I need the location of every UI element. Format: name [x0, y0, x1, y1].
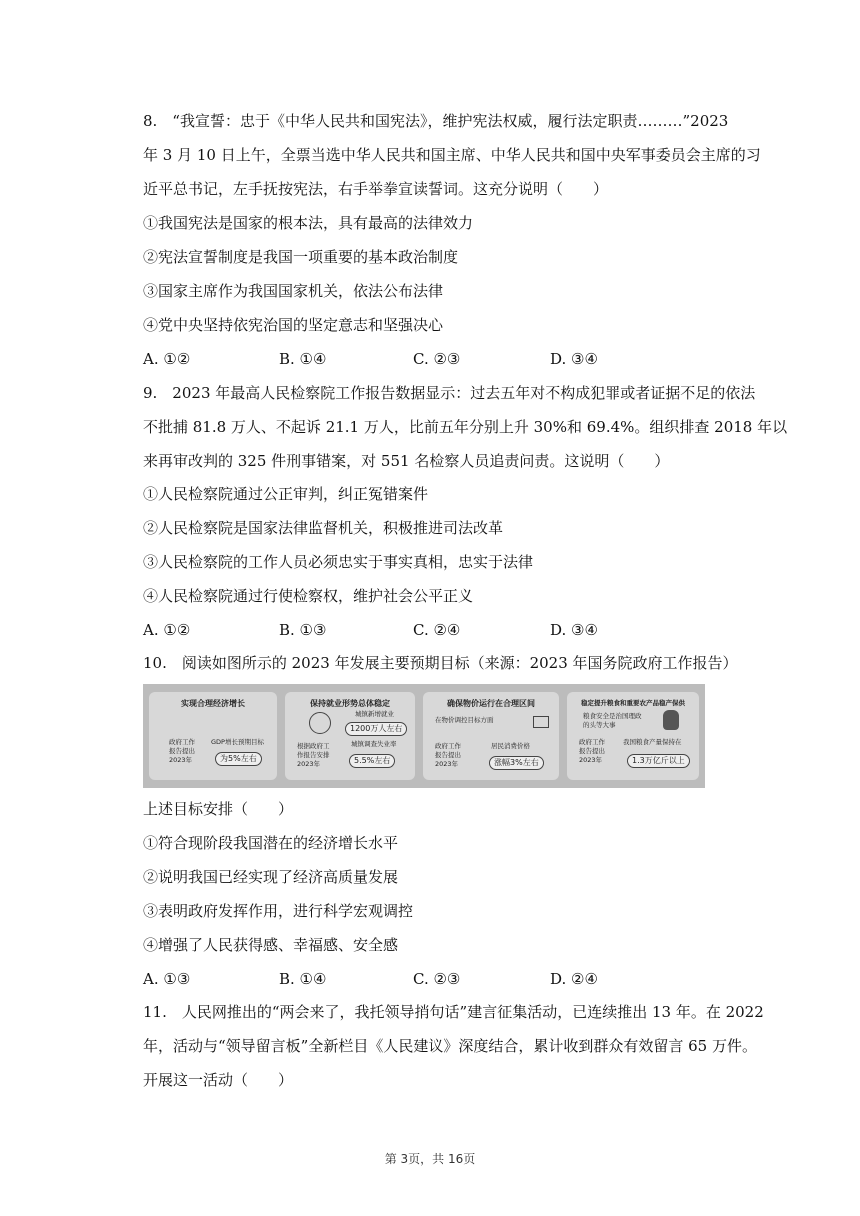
stem-line: 不批捕 81.8 万人、不起诉 21.1 万人，比前五年分别上升 30%和 69.4%。组织排查 2018 年以 [143, 418, 788, 436]
statement: ②宪法宣誓制度是我国一项重要的基本政治制度 [143, 248, 459, 266]
card-value: 为5%左右 [215, 752, 262, 766]
card-sub: 粮食安全是治国理政 的头等大事 [583, 712, 642, 729]
cart-icon [533, 716, 549, 728]
card-label: 居民消费价格 [491, 742, 530, 750]
card-title: 实现合理经济增长 [181, 699, 245, 708]
card-title: 保持就业形势总体稳定 [310, 699, 390, 708]
card-label: 我国粮食产量保持在 [623, 738, 682, 746]
banner-card-prices [423, 692, 559, 780]
statement: ①我国宪法是国家的根本法，具有最高的法律效力 [143, 214, 474, 232]
question-8-stem [143, 104, 761, 206]
stem-line: 开展这一活动（ ） [143, 1071, 294, 1089]
statement: ①人民检察院通过公正审判，纠正冤错案件 [143, 485, 429, 503]
stem-line: 11. 人民网推出的“两会来了，我托领导捎句话”建言征集活动，已连续推出 13 年。在 2022 [143, 1003, 764, 1021]
stem-line: 9. 2023 年最高人民检察院工作报告数据显示：过去五年对不构成犯罪或者证据不足的依法 [143, 384, 756, 402]
option-b[interactable]: B. ①③ [279, 621, 327, 639]
card-label: 城镇调查失业率 [351, 740, 397, 748]
statement: ④党中央坚持依宪治国的坚定意志和坚强决心 [143, 316, 444, 334]
card-label: GDP增长预期目标 [211, 738, 264, 746]
card-value: 1.3万亿斤以上 [627, 754, 690, 768]
option-c[interactable]: C. ②③ [413, 350, 461, 368]
answer-options [143, 613, 723, 647]
banner-card-growth [149, 692, 277, 780]
card-value: 1200万人左右 [345, 722, 407, 736]
question-9-stem [143, 376, 788, 478]
statement: ②人民检察院是国家法律监督机关，积极推进司法改革 [143, 519, 504, 537]
statement: ③人民检察院的工作人员必须忠实于事实真相，忠实于法律 [143, 553, 534, 571]
stem-line: 10. 阅读如图所示的 2023 年发展主要预期目标（来源：2023 年国务院政府工作报告） [143, 654, 738, 672]
stem-line: 近平总书记，左手抚按宪法，右手举拳宣读誓词。这充分说明（ ） [143, 180, 609, 198]
statement: ④人民检察院通过行使检察权，维护社会公平正义 [143, 587, 474, 605]
grain-bag-icon [663, 710, 679, 730]
question-10-stem2: 上述目标安排（ ） [143, 800, 294, 818]
statement: ④增强了人民获得感、幸福感、安全感 [143, 936, 399, 954]
card-source: 政府工作 报告提出 2023年 [435, 742, 461, 768]
card-label: 城镇新增就业 [355, 710, 394, 718]
stem-line: 年 3 月 10 日上午，全票当选中华人民共和国主席、中华人民共和国中央军事委员会主席的习 [143, 146, 761, 164]
option-b[interactable]: B. ①④ [279, 970, 327, 988]
targets-banner-image [143, 684, 705, 788]
statement: ②说明我国已经实现了经济高质量发展 [143, 868, 399, 886]
option-d[interactable]: D. ③④ [550, 350, 598, 368]
option-a[interactable]: A. ①② [143, 621, 191, 639]
option-d[interactable]: D. ③④ [550, 621, 598, 639]
card-source: 政府工作 报告提出 2023年 [579, 738, 605, 764]
banner-card-employment [285, 692, 415, 780]
stem-line: 年，活动与“领导留言板”全新栏目《人民建议》深度结合，累计收到群众有效留言 65 万件。 [143, 1037, 757, 1055]
answer-options [143, 962, 723, 996]
question-11-stem [143, 995, 764, 1097]
card-value: 5.5%左右 [349, 754, 395, 768]
option-c[interactable]: C. ②④ [413, 621, 461, 639]
option-c[interactable]: C. ②③ [413, 970, 461, 988]
question-10-stem [143, 646, 738, 680]
option-a[interactable]: A. ①② [143, 350, 191, 368]
card-source: 政府工作 报告提出 2023年 [169, 738, 195, 764]
option-d[interactable]: D. ②④ [550, 970, 598, 988]
statement: ③表明政府发挥作用，进行科学宏观调控 [143, 902, 414, 920]
statement: ③国家主席作为我国国家机关，依法公布法律 [143, 282, 444, 300]
statement: ①符合现阶段我国潜在的经济增长水平 [143, 834, 399, 852]
stem-line: 来再审改判的 325 件刑事错案，对 551 名检察人员追责问责。这说明（ ） [143, 452, 670, 470]
option-a[interactable]: A. ①③ [143, 970, 191, 988]
person-icon [309, 712, 331, 734]
answer-options [143, 342, 723, 376]
card-value: 涨幅3%左右 [489, 756, 544, 770]
stem-line: 8. “我宣誓：忠于《中华人民共和国宪法》，维护宪法权威，履行法定职责………”2023 [143, 112, 729, 130]
option-b[interactable]: B. ①④ [279, 350, 327, 368]
card-title: 确保物价运行在合理区间 [447, 699, 535, 708]
banner-card-grain [567, 692, 699, 780]
card-title: 稳定提升粮食和重要农产品稳产保供 [581, 699, 685, 707]
card-sub: 在物价调控目标方面 [435, 716, 494, 724]
card-source: 根据政府工 作报告安排 2023年 [297, 742, 330, 768]
page-footer: 第 3页，共 16页 [384, 1152, 476, 1166]
